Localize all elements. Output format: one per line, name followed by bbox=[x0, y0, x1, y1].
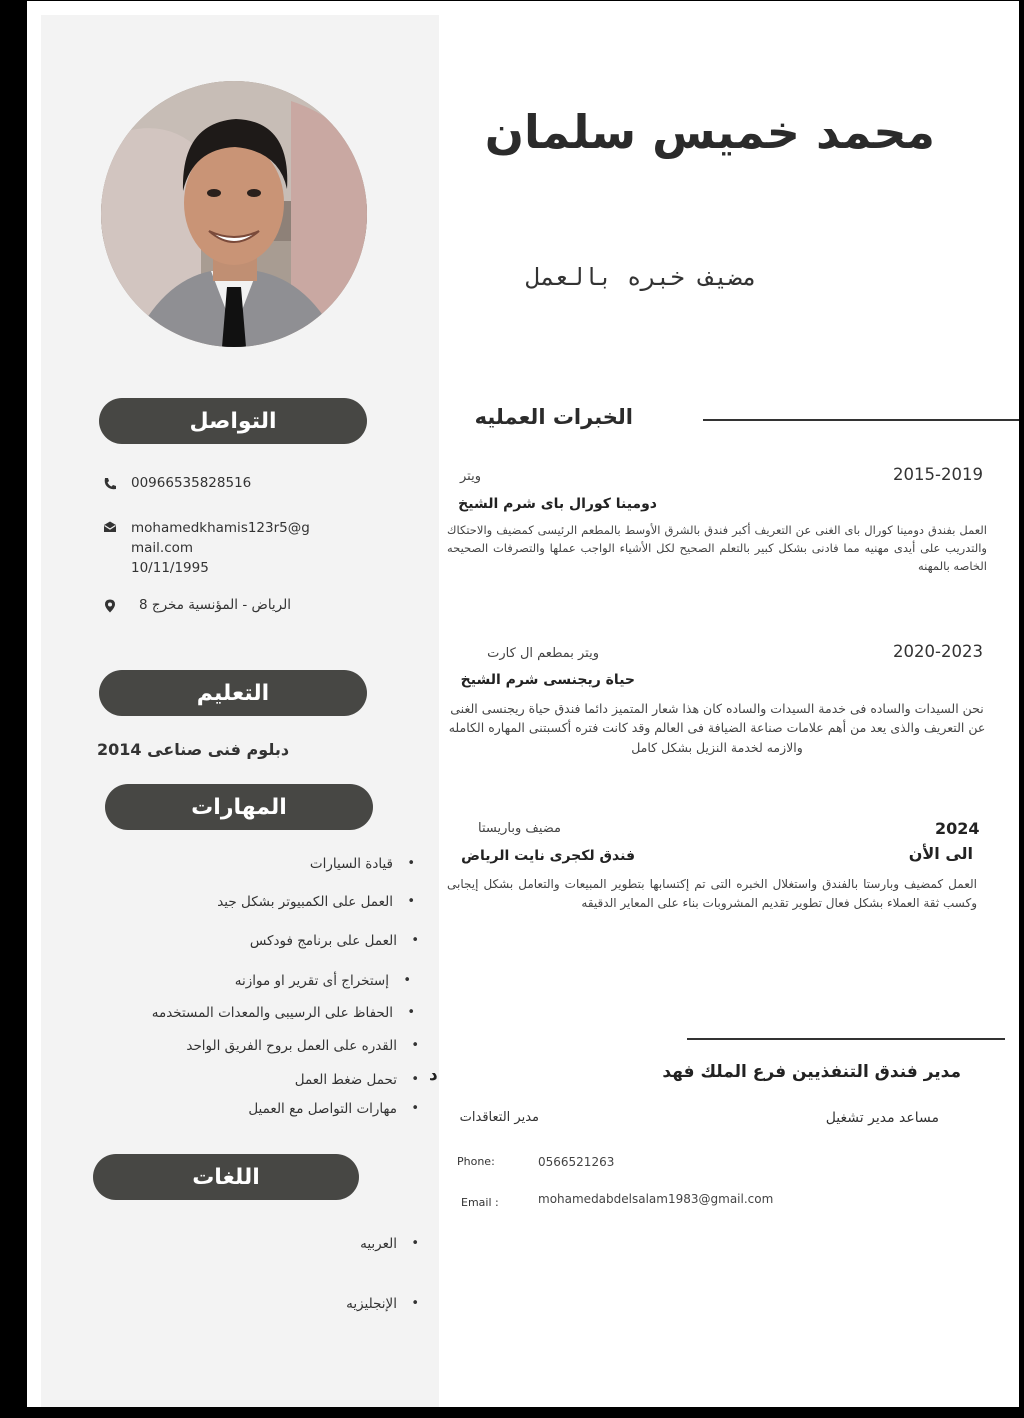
reference-divider bbox=[687, 1038, 1005, 1040]
address-row bbox=[103, 597, 291, 613]
experience-description: العمل بفندق دومينا كورال باى الغنى عن التعريف أكبر فندق بالشرق الأوسط بالمطعم الرئيسى كمضيف والاحتكاك والتدريب على أيدى مهنيه مما فادنى بشكل كبير بالتعلم الصحيح لكل الأشياء الواجب عملها والتصرفات الصحيحه الخاصه بالمهنه bbox=[447, 523, 987, 573]
reference-role-left: مدير التعاقدات bbox=[459, 1110, 539, 1125]
languages-heading: اللغات bbox=[93, 1154, 359, 1200]
language-item: • الإنجليزيه bbox=[346, 1296, 397, 1312]
skills-heading: المهارات bbox=[105, 784, 373, 830]
profile-photo bbox=[101, 81, 367, 347]
birth-date: 10/11/1995 bbox=[131, 560, 209, 576]
resume-page bbox=[26, 0, 1020, 1408]
reference-title: مدير فندق التنفذيين فرع الملك فهد bbox=[662, 1062, 961, 1082]
experience-place: دومينا كورال باى شرم الشيخ bbox=[458, 496, 657, 512]
skill-item: • مهارات التواصل مع العميل bbox=[248, 1101, 397, 1117]
job-title: مضيف خبره بالعمل bbox=[525, 263, 757, 291]
reference-phone-value: 0566521263 bbox=[538, 1155, 615, 1169]
skill-item: • العمل على الكمبيوتر بشكل جيد bbox=[217, 894, 393, 910]
language-item: • العربيه bbox=[360, 1236, 397, 1252]
email-line-1: mohamedkhamis123r5@g bbox=[131, 520, 310, 536]
reference-phone-label: Phone: bbox=[457, 1155, 495, 1168]
full-name: محمد خميس سلمان bbox=[484, 105, 935, 159]
experience-years: 2015-2019 bbox=[893, 465, 983, 484]
experience-years: 2020-2023 bbox=[893, 642, 983, 661]
experience-years: 2024 bbox=[935, 819, 980, 838]
experience-years-end: الى الأن bbox=[908, 844, 973, 863]
experience-divider bbox=[703, 419, 1020, 421]
experience-place: فندق لكجرى نايت الرياض bbox=[461, 848, 635, 864]
experience-role: مضيف وباريستا bbox=[478, 821, 561, 836]
experience-role: ويتر بمطعم ال كارت bbox=[487, 646, 599, 661]
address: الرياض - المؤنسية مخرج 8 bbox=[139, 597, 291, 613]
location-pin-icon bbox=[103, 599, 117, 613]
skill-item: • إستخراج أى تقرير او موازنه bbox=[235, 973, 389, 989]
email-row bbox=[103, 518, 310, 578]
skill-item: • الحفاظ على الرسيبى والمعدات المستخدمه bbox=[152, 1005, 393, 1021]
email-line-2: mail.com bbox=[131, 540, 194, 556]
phone-row bbox=[103, 475, 251, 491]
education-item: دبلوم فنى صناعى 2014 bbox=[97, 740, 290, 759]
reference-email-value: mohamedabdelsalam1983@gmail.com bbox=[538, 1192, 774, 1206]
sidebar bbox=[41, 15, 439, 1408]
skill-item: • قيادة السيارات bbox=[310, 856, 393, 872]
reference-role-right: مساعد مدير تشغيل bbox=[825, 1110, 939, 1126]
experience-role: ويتر bbox=[460, 469, 481, 484]
phone-icon bbox=[103, 477, 117, 491]
education-heading: التعليم bbox=[99, 670, 367, 716]
reference-email-label: Email : bbox=[461, 1196, 499, 1209]
reference-stray-char: د bbox=[429, 1065, 438, 1085]
skill-item: • القدره على العمل بروح الفريق الواحد bbox=[186, 1038, 397, 1054]
phone-number: 00966535828516 bbox=[131, 475, 252, 491]
envelope-icon bbox=[103, 520, 117, 534]
skill-item: • تحمل ضغط العمل bbox=[295, 1072, 397, 1088]
experience-description: العمل كمضيف وبارستا بالفندق واستغلال الخبره التى تم إكتسابها بتطوير المبيعات والتعامل بشكل إيجابى وكسب ثقة العملاء بشكل فعال تطوير تقديم المشروبات بناء على المعاير الدقيقه bbox=[447, 877, 977, 910]
skill-item: • العمل على برنامج فودكس bbox=[250, 933, 397, 949]
experience-place: حياة ريجنسى شرم الشيخ bbox=[460, 672, 635, 688]
contact-heading: التواصل bbox=[99, 398, 367, 444]
experience-heading: الخبرات العمليه bbox=[474, 405, 633, 429]
experience-description: نحن السيدات والساده فى خدمة السيدات والساده كان هذا شعار المتميز دائما فندق حياة ريجنسى الغنى عن التعريف والذى يعد من أهم علامات صناعة الضيافة فى العالم وقد كانت فتره أكسبتنى المهاره الكامله والازمه لخدمة النزيل بشكل كامل bbox=[448, 701, 986, 755]
